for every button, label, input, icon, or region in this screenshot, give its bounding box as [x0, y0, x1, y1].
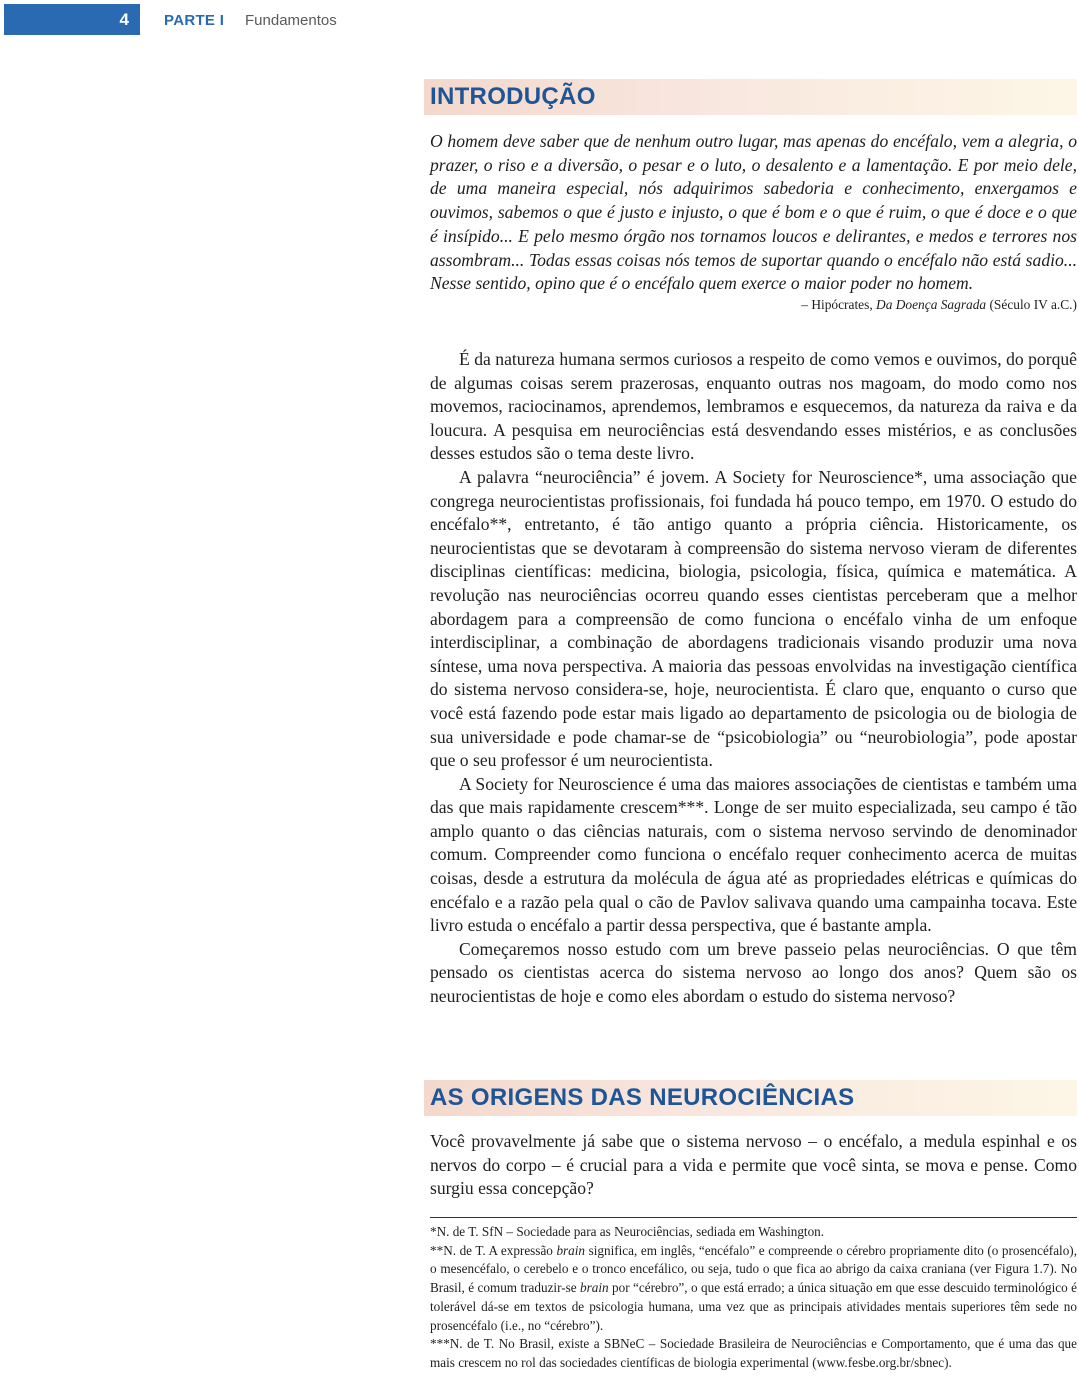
- body-paragraph: Você provavelmente já sabe que o sistema nervoso – o encéfalo, a medula espinhal e os nervos do corpo – é crucial para a vida e permite que você sinta, se mova e pense. Como surgiu essa concepção?: [430, 1131, 1077, 1199]
- attribution-period: (Século IV a.C.): [986, 296, 1077, 312]
- footnote-term: brain: [580, 1280, 609, 1296]
- section-label: Fundamentos: [245, 12, 337, 29]
- attribution-work: Da Doença Sagrada: [876, 296, 987, 312]
- footnote-3: ***N. de T. No Brasil, existe a SBNeC – Sociedade Brasileira de Neurociências e Comportamento, que é uma das que mais crescem no rol das sociedades científicas de biologia experimental (www.fesbe.org.br/sbnec).: [430, 1336, 1077, 1370]
- origins-body: [430, 1130, 1077, 1201]
- origins-heading-bar: [424, 1080, 1077, 1116]
- footnotes: [430, 1217, 1077, 1373]
- body-paragraph: Começaremos nosso estudo com um breve passeio pelas neurociências. O que têm pensado os cientistas acerca do sistema nervoso ao longo dos anos? Quem são os neurocientistas de hoje e como eles abordam o estudo do sistema nervoso?: [430, 938, 1077, 1007]
- body-paragraph: A palavra “neurociência” é jovem. A Society for Neuroscience*, uma associação que congrega neurocientistas profissionais, foi fundada há pouco tempo, em 1970. O estudo do encéfalo**, entretanto, é tão antigo quanto a própria ciência. Historicamente, os neurocientistas que se devotaram à compreensão do sistema nervoso vieram de diferentes disciplinas científicas: medicina, biologia, psicologia, física, química e matemática. A revolução nas neurociências ocorreu quando esses cientistas perceberam que a melhor abordagem para a compreensão de como funciona o encéfalo vinha de um enfoque interdisciplinar, a combinação de abordagens tradicionais visando produzir uma nova síntese, uma nova perspectiva. A maioria das pessoas envolvidas na investigação científica do sistema nervoso considera-se, hoje, neurocientista. É claro que, enquanto o curso que você está fazendo pode estar mais ligado ao departamento de psicologia ou de biologia de sua universidade e pode chamar-se de “psicobiologia” ou “neurobiologia”, pode apostar que o seu professor é um neurocientista.: [430, 466, 1077, 771]
- attribution-author: – Hipócrates,: [801, 296, 877, 312]
- body-paragraph: É da natureza humana sermos curiosos a respeito de como vemos e ouvimos, do porquê de algumas coisas serem prazerosas, enquanto outras nos magoam, do modo como nos movemos, raciocinamos, aprendemos, lembramos e esquecemos, da natureza da raiva e da loucura. A pesquisa em neurociências está desvendando esses mistérios, e as conclusões desses estudos são o tema deste livro.: [430, 349, 1077, 464]
- intro-body: [430, 348, 1077, 1009]
- footnote-1: *N. de T. SfN – Sociedade para as Neurociências, sediada em Washington.: [430, 1224, 825, 1239]
- epigraph: [430, 130, 1077, 314]
- intro-heading-bar: [424, 79, 1077, 115]
- body-paragraph: A Society for Neuroscience é uma das maiores associações de cientistas e também uma das que mais rapidamente crescem***. Longe de ser muito especializada, seu campo é tão amplo quanto o das ciências naturais, com o sistema nervoso servindo de denominador comum. Compreender como funciona o encéfalo requer conhecimento acerca de muitas coisas, desde a estrutura da molécula de água até as propriedades elétricas e químicas do encéfalo e a razão pela qual o cão de Pavlov salivava quando uma campainha tocava. Este livro estuda o encéfalo a partir dessa perspectiva, que é bastante ampla.: [430, 773, 1077, 936]
- epigraph-quote: O homem deve saber que de nenhum outro lugar, mas apenas do encéfalo, vem a alegria, o prazer, o riso e a diversão, o pesar e o luto, o desalento e a lamentação. E por meio dele, de uma maneira especial, nós adquirimos sabedoria e conhecimento, enxergamos e ouvimos, sabemos o que é justo e injusto, o que é bom e o que é ruim, o que é doce e o que é insípido... E pelo mesmo órgão nos tornamos loucos e delirantes, e medos e terrores nos assombram... Todas essas coisas nós temos de suportar quando o encéfalo não está sadio... Nesse sentido, opino que é o encéfalo quem exerce o maior poder no homem.: [430, 131, 1077, 294]
- footnote-2: [430, 1242, 1077, 1336]
- page-header: [0, 0, 1079, 40]
- footnote-text: significa, em inglês, “encéfalo” e compreende o cérebro propriamente dito (o prosencéfalo), o mesencéfalo, o cerebelo e o tronco encefálico, ou seja, tudo o que fica ao abrigo da caixa craniana (ver Figura 1.7). No Brasil, é comum traduzir-se: [430, 1242, 1077, 1296]
- part-label: PARTE I: [164, 12, 225, 29]
- page-number: 4: [4, 4, 140, 35]
- footnote-text: por “cérebro”, o que está errado; a única situação em que esse descuido terminológico é tolerável dá-se em textos de psicologia humana, uma vez que as principais atividades mentais superiores têm sede no prosencéfalo (i.e., no “cérebro”).: [430, 1280, 1078, 1333]
- origins-heading: AS ORIGENS DAS NEUROCIÊNCIAS: [430, 1084, 855, 1111]
- footnote-text: **N. de T. A expressão: [430, 1242, 557, 1258]
- footnote-term: brain: [556, 1242, 586, 1258]
- intro-heading: INTRODUÇÃO: [430, 83, 596, 110]
- epigraph-attribution: [430, 296, 1077, 314]
